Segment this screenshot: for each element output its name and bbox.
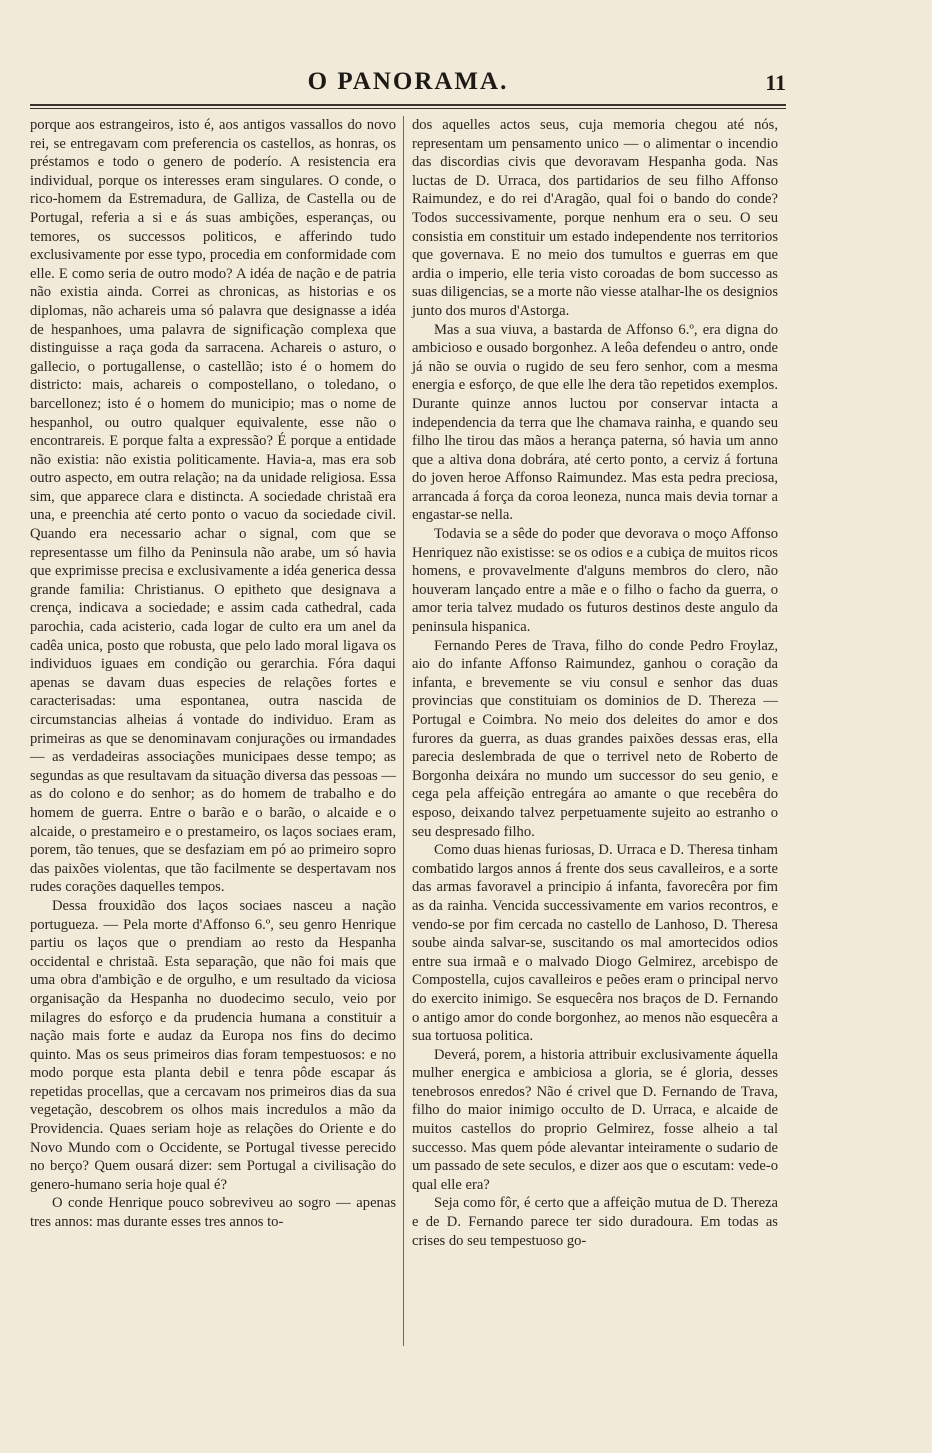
page-number: 11 (765, 70, 786, 95)
paragraph: Deverá, porem, a historia attribuir exclusivamente áquella mulher energica e ambiciosa a gloria, se é gloria, desses tenebrosos enredos? Não é crivel que D. Fernando de Trava, filho do maior inimigo occulto de D. Urraca, e alcaide de muitos castellos do proprio Gelmirez, fosse alheio a tal successo. Mas quem póde alevantar inteiramente o sudario de um passado de sete seculos, e dizer aos que o escutam: vede-o qual elle era? (412, 1046, 778, 1193)
paragraph: porque aos estrangeiros, isto é, aos antigos vassallos do novo rei, se entregavam com preferencia os castellos, as honras, os préstamos e todo o genero de poderío. A resistencia era individual, porque os interesses eram singulares. O conde, o rico-homem da Estremadura, de Galliza, de Castella ou de Portugal, referia a si e ás suas ambições, esperanças, ou temores, os successos politicos, e afferindo tudo exclusivamente por esse typo, procedia em conformidade com elle. E como seria de outro modo? A idéa de nação e de patria não existia ainda. Correi as chronicas, as historias e os diplomas, não achareis uma só palavra que designasse a idéa de hespanhoes, uma palavra de significação complexa que distinguisse a raça goda da sarracena. Achareis o asturo, o gallecio, o portugallense, o castellão; isto é o homem do districto: mais, achareis o compostellano, o toledano, o barcellonez; isto é o homem do municipio; mas o nome de hespanhol, ou outro qualquer equivalente, esse não o encontrareis. E porque falta a expressão? É porque a entidade não existia: não existia politicamente. Havia-a, mas era sob outro aspecto, em outra relação; na da unidade religiosa. Essa sim, que apparece clara e distincta. A sociedade christaã era una, e preenchia até certo ponto o vacuo da sociedade civil. Quando era necessario achar o signal, com que se representasse um filho da Peninsula não arabe, um só havia que exprimisse precisa e exclusivamente a idéa generica dessa grande familia: Christianus. O epitheto que designava a crença, indicava a sociedade; e assim cada cathedral, cada parochia, cada acisterio, cada logar de culto era um anel da cadêa unica, posto que robusta, que pelo lado moral ligava os individuos iguaes em condição ou gerarchia. Fóra daqui apenas se davam duas especies de relações fortes e caracterisadas: uma espontanea, outra nascida de circumstancias alheias á vontade do individuo. Eram as primeiras as que se denominavam conjurações ou irmandades — as verdadeiras associações municipaes desse tempo; as segundas as que resultavam da situação diversa das pessoas — as do colono e do senhor; as do homem de trabalho e do homem de guerra. Entre o barão e o barão, o alcaide e o alcaide, o prestameiro e o prestameiro, os laços sociaes eram, porem, tão tenues, que se desfaziam em pó ao primeiro sopro das paixões violentas, que tão facilmente se despertavam nos rudes corações daquelles tempos. (30, 117, 396, 896)
paragraph: Fernando Peres de Trava, filho do conde Pedro Froylaz, aio do infante Affonso Raimundez, ganhou o coração da infanta, e brevemente se viu consul e senhor das duas provincias que constituiam os dominios de D. Thereza — Portugal e Coimbra. No meio dos deleites do amor e dos furores da guerra, as duas grandes paixões dessas eras, ella parecia deslembrada de que o terrivel neto de Roberto de Borgonha deixára no mundo um successor do seu genio, e cega pela affeição entregára ao amante o que recebêra do esposo, deixando talvez perpetuamente sujeito ao estranho o seu despresado filho. (412, 637, 778, 840)
header-rule (30, 104, 786, 106)
page-header (30, 66, 786, 100)
left-column (30, 116, 396, 1232)
paragraph: Como duas hienas furiosas, D. Urraca e D. Theresa tinham combatido largos annos á frente dos seus cavalleiros, e a sorte das armas favoravel a principio á infanta, favorecêra por fim as da rainha. Vencida successivamente em varios recontros, e vendo-se por fim cercada no castello de Lanhoso, D. Theresa soube ainda salvar-se, suscitando os mal amortecidos odios entre sua irmaã e o malvado Diogo Gelmirez, arcebispo de Compostella, cujos cavalleiros e peões eram o principal nervo do exercito inimigo. Se esquecêra nos braços de D. Fernando o antigo amor do conde borgonhez, ao menos não esquecêra a sua tortuosa politica. (412, 842, 778, 1045)
column-divider (403, 116, 404, 1346)
masthead-title: O PANORAMA. (307, 68, 509, 95)
paragraph: Mas a sua viuva, a bastarda de Affonso 6.º, era digna do ambicioso e ousado borgonhez. A leôa defendeu o antro, onde já não se ouvia o rugido de seu fero senhor, com a mesma energia e esforço, de que elle lhe dera tão repetidos exemplos. Durante quinze annos luctou por conservar intacta a independencia da terra que lhe chamava rainha, e quando seu filho lhe tirou das mãos a herança paterna, só havia um anno que a altiva dona dobrára, até certo ponto, a cerviz á fortuna do joven heroe Affonso Raimundez. Mas esta pedra preciosa, arrancada á força da coroa leoneza, nunca mais devia tornar a engastar-se nella. (412, 321, 778, 524)
paragraph: Dessa frouxidão dos laços sociaes nasceu a nação portugueza. — Pela morte d'Affonso 6.º, seu genro Henrique partiu os laços que o prendiam ao resto da Hespanha occidental e christaã. Esta separação, que não foi mais que uma obra d'ambição e de orgulho, e um resultado da viciosa organisação da Hespanha no duodecimo seculo, veio por milagres do esforço e da prudencia humana a constituir a nação mais forte e audaz da Europa nos fins do decimo quinto. Mas os seus primeiros dias foram tempestuosos: e no modo porque esta planta debil e tenra pôde escapar ás repetidas procellas, que a cercavam nos primeiros dias da sua vegetação, descobrem os olhos mais incredulos a mão da Providencia. Quaes seriam hoje as relações do Oriente e do Novo Mundo com o Occidente, se Portugal tivesse perecido no berço? Quem ousará dizer: sem Portugal a civilisação do genero-humano seria hoje qual é? (30, 897, 396, 1193)
right-column (412, 116, 778, 1250)
paragraph: dos aquelles actos seus, cuja memoria chegou até nós, representam um pensamento unico — o alimentar o incendio das discordias civis que devoravam Hespanha goda. Nas luctas de D. Urraca, dos partidarios de seu filho Affonso Raimundez, e do rei d'Aragão, qual foi o bando do conde? Todos successivamente, porque nenhum era o seu. O seu consistia em constituir um estado independente nos territorios que governava. E no meio dos tumultos e guerras em que ardia o imperio, elle teria visto coroadas de bom successo as suas diligencias, se a morte não viesse atalhar-lhe os designios junto dos muros d'Astorga. (412, 117, 778, 319)
paragraph: Todavia se a sêde do poder que devorava o moço Affonso Henriquez não existisse: se os odios e a cubiça de muitos ricos homens, e provavelmente d'alguns membros do clero, não houveram lançado entre a mãe e o filho o facho da guerra, o amor teria talvez mudado os futuros destinos deste angulo da peninsula hispanica. (412, 526, 778, 636)
paragraph: O conde Henrique pouco sobreviveu ao sogro — apenas tres annos: mas durante esses tres annos to- (30, 1195, 396, 1231)
paragraph: Seja como fôr, é certo que a affeição mutua de D. Thereza e de D. Fernando parece ter sido duradoura. Em todas as crises do seu tempestuoso go- (412, 1195, 778, 1249)
header-rule-thin (30, 108, 786, 109)
